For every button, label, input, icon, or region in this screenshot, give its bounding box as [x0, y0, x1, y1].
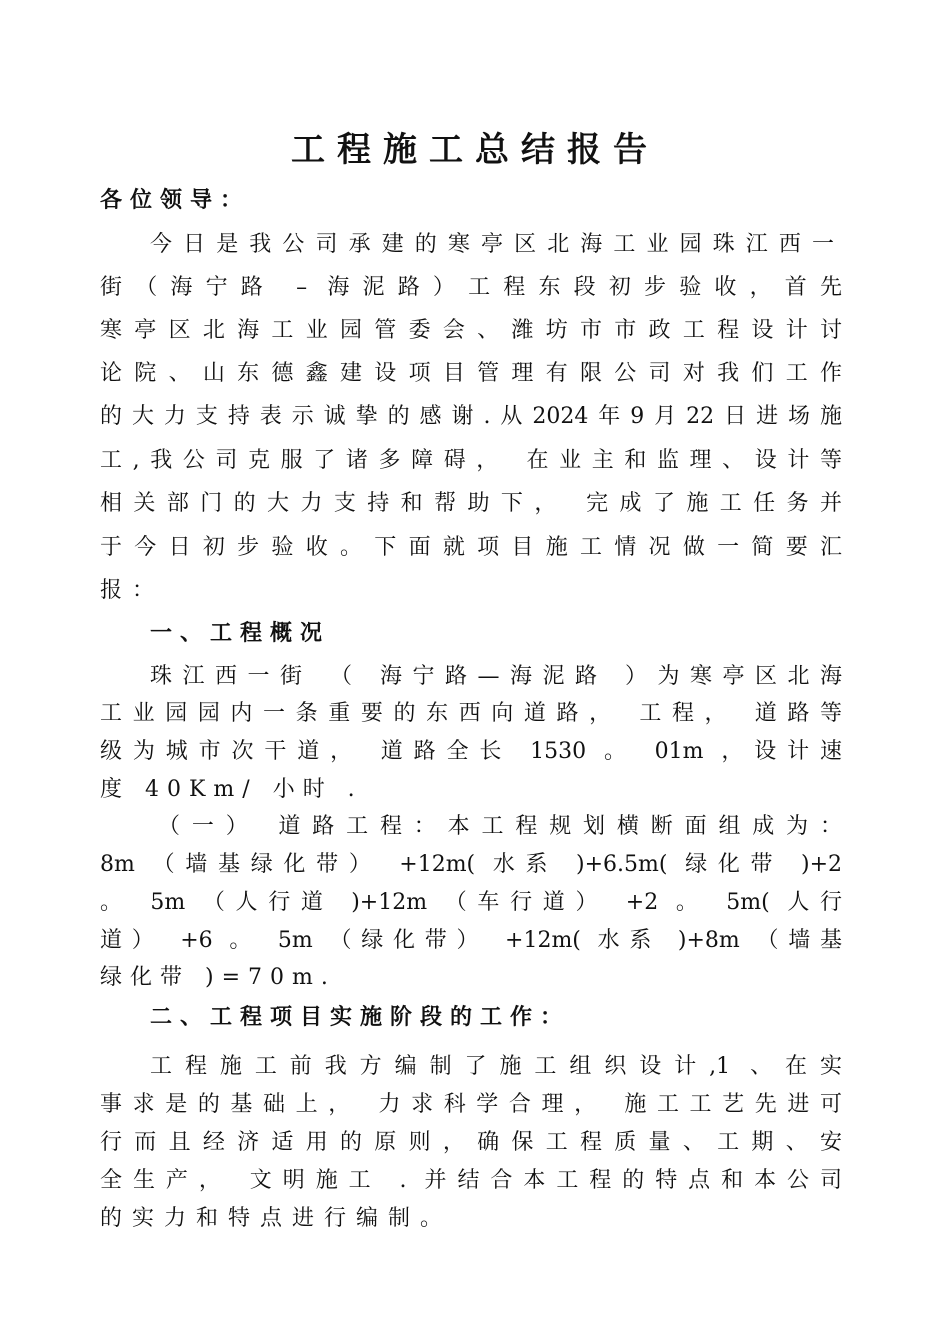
section-line: 事求是的基础上， 力求科学合理， 施工工艺先进可	[100, 1092, 842, 1117]
section-line: 的实力和特点进行编制。	[100, 1206, 453, 1231]
intro-line: 寒亭区北海工业园管委会、潍坊市市政工程设计讨	[100, 318, 842, 343]
intro-line: 于今日初步验收。下面就项目施工情况做一简要汇	[100, 535, 842, 560]
section-line: 行而且经济适用的原则，确保工程质量、工期、安	[100, 1130, 842, 1155]
subsection-line: 绿化带 )=70m.	[100, 965, 336, 990]
subsection-line: 道） +6 。 5m （绿化带） +12m( 水系 )+8m （墙基	[100, 928, 842, 953]
intro-line: 报：	[100, 578, 165, 603]
subsection-line: （一） 道路工程：本工程规划横断面组成为：	[158, 814, 842, 839]
intro-line: 今日是我公司承建的寒亭区北海工业园珠江西一	[150, 232, 842, 257]
intro-line: 街（海宁路 – 海泥路）工程东段初步验收，首先	[100, 275, 842, 300]
intro-line: 论院、山东德鑫建设项目管理有限公司对我们工作	[100, 361, 842, 386]
section-line: 度 40Km/ 小时 .	[100, 777, 363, 802]
subsection-line: 。 5m （人行道 )+12m （车行道） +2 。 5m( 人行	[100, 890, 842, 915]
section-line: 级为城市次干道， 道路全长 1530 。 01m ，设计速	[100, 739, 842, 764]
intro-line: 的大力支持表示诚挚的感谢.从2024年9月22日进场施	[100, 404, 842, 429]
section-line: 全生产， 文明施工 . 并结合本工程的特点和本公司	[100, 1168, 842, 1193]
section-heading: 二、工程项目实施阶段的工作：	[150, 1005, 571, 1030]
intro-line: 工,我公司克服了诸多障碍， 在业主和监理、设计等	[100, 448, 842, 473]
intro-line: 相关部门的大力支持和帮助下， 完成了施工任务并	[100, 491, 842, 516]
greeting: 各位领导：	[100, 188, 251, 213]
subsection-line: 8m （墙基绿化带） +12m( 水系 )+6.5m( 绿化带 )+2	[100, 852, 842, 877]
document-title: 工程施工总结报告	[291, 130, 659, 170]
section-line: 工业园园内一条重要的东西向道路， 工程， 道路等	[100, 701, 842, 726]
section-heading: 一、工程概况	[150, 621, 331, 646]
section-line: 工程施工前我方编制了施工组织设计,1 、在实	[150, 1054, 842, 1079]
section-line: 珠江西一街 （ 海宁路—海泥路 ）为寒亭区北海	[150, 664, 842, 689]
